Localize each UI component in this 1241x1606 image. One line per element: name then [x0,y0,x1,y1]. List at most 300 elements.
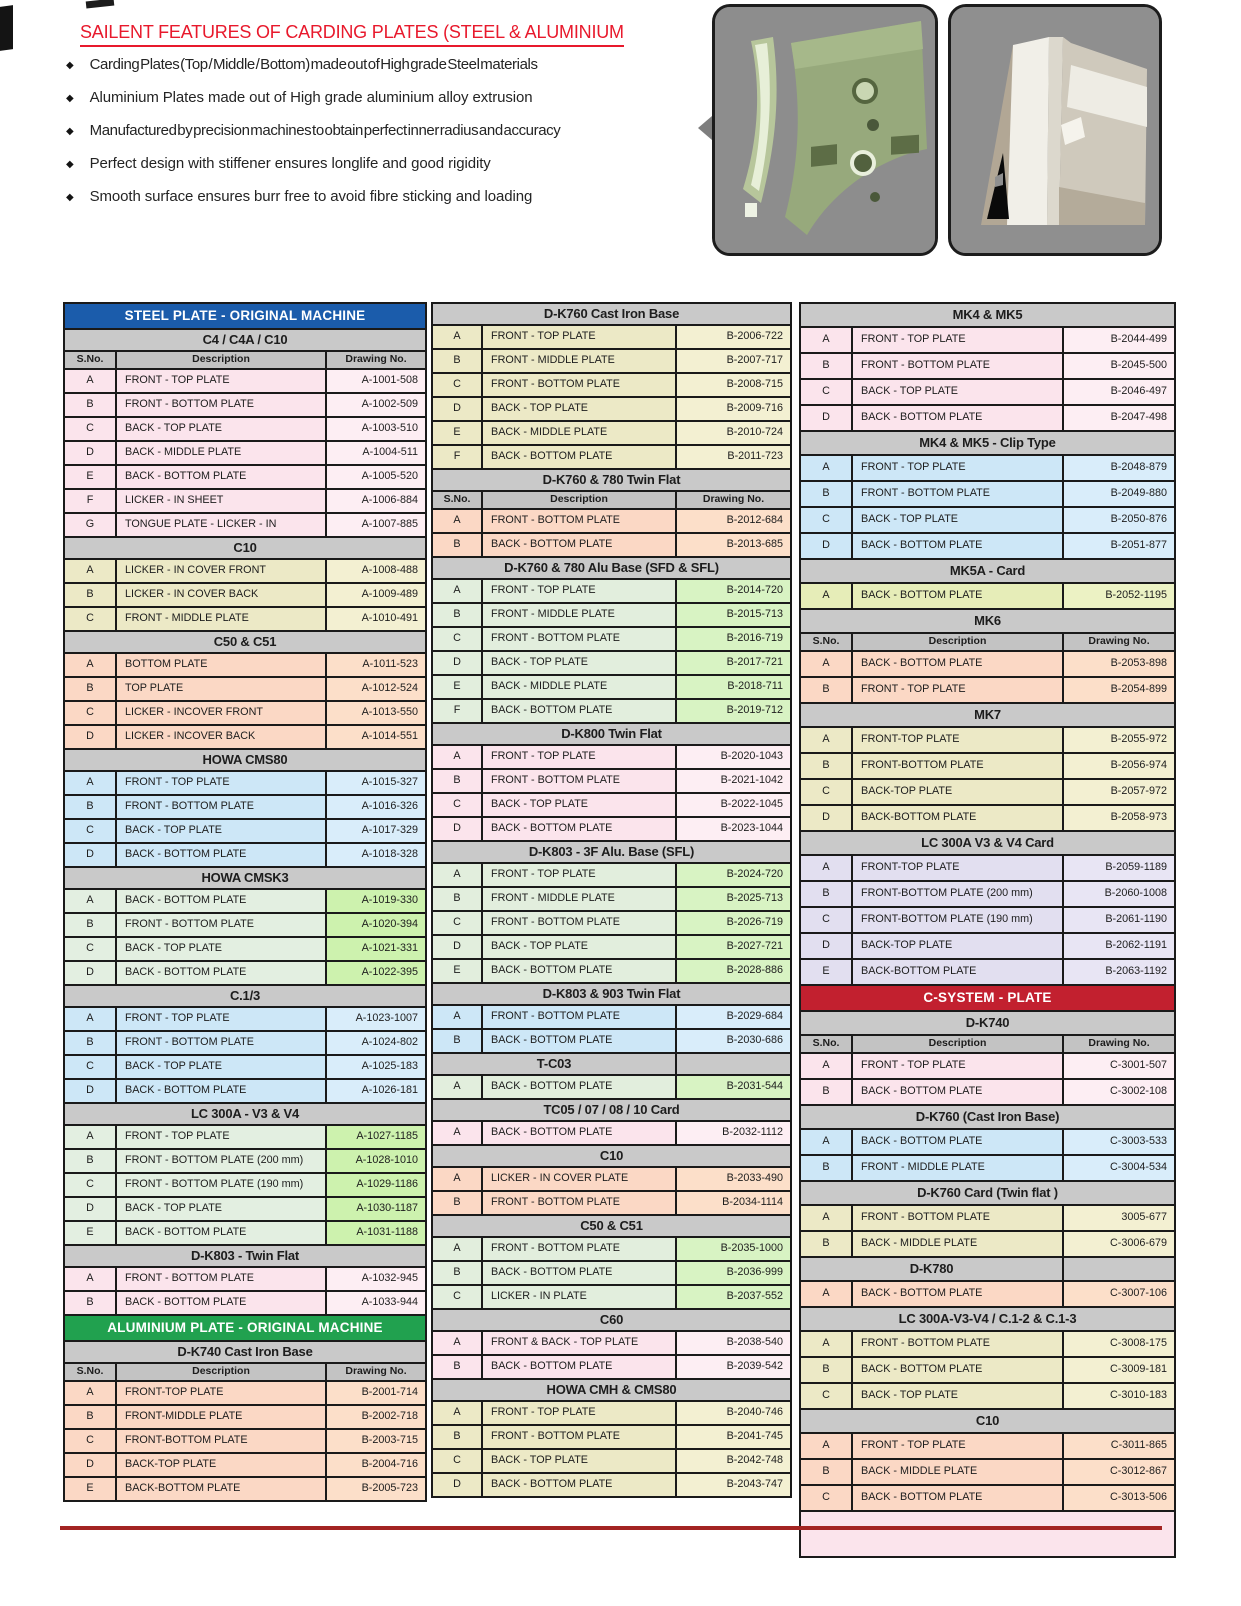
description-cell: FRONT-TOP PLATE [852,855,1063,881]
description-cell: BACK - BOTTOM PLATE [116,1079,326,1103]
drawing-no-cell: C-3004-534 [1063,1155,1175,1181]
table-row [432,699,791,723]
table-banner: ALUMINIUM PLATE - ORIGINAL MACHINE [64,1315,426,1341]
sno-cell: B [800,753,852,779]
sno-cell: C [432,911,482,935]
drawing-no-cell: B-2054-899 [1063,677,1175,703]
table-row [432,1005,791,1029]
table-row [432,863,791,887]
drawing-no-header-cell: Drawing No. [326,1363,426,1381]
sno-cell: D [432,935,482,959]
description-cell: FRONT - TOP PLATE [852,327,1063,353]
drawing-no-cell: B-2038-540 [676,1331,791,1355]
description-cell: BACK-BOTTOM PLATE [852,959,1063,985]
sno-cell: B [64,1149,116,1173]
section-header: D-K740 Cast Iron Base [64,1341,426,1363]
table-row [800,727,1175,753]
section-header-row [800,431,1175,455]
table-row [64,913,426,937]
drawing-no-cell: A-1029-1186 [326,1173,426,1197]
drawing-no-cell: B-2047-498 [1063,405,1175,431]
description-cell: BACK - TOP PLATE [482,397,676,421]
table-row [800,933,1175,959]
description-cell: FRONT - TOP PLATE [482,579,676,603]
sno-cell: E [800,959,852,985]
table-row [800,327,1175,353]
sno-header-cell: S.No. [800,633,852,651]
feature-bullet [58,56,708,73]
sno-cell: B [432,1261,482,1285]
description-cell: BACK - TOP PLATE [482,1449,676,1473]
sno-cell: B [432,349,482,373]
table-row [64,843,426,867]
table-row [64,1031,426,1055]
table-row [432,1425,791,1449]
table-row [432,887,791,911]
feature-bullet-text: Perfect design with stiffener ensures longlife and good rigidity [89,155,491,172]
feature-bullet [58,155,708,172]
table-row [64,961,426,985]
description-cell: FRONT - BOTTOM PLATE [482,911,676,935]
drawing-no-cell: A-1030-1187 [326,1197,426,1221]
description-cell: FRONT - BOTTOM PLATE [482,1425,676,1449]
section-header-row [64,631,426,653]
description-cell: FRONT - MIDDLE PLATE [482,603,676,627]
sno-cell: A [432,745,482,769]
section-header-row [64,1103,426,1125]
drawing-no-cell: B-2012-684 [676,509,791,533]
table-row [432,651,791,675]
section-header: HOWA CMS80 [64,749,426,771]
table-row [64,393,426,417]
drawing-no-cell: B-2015-713 [676,603,791,627]
drawing-no-cell: A-1002-509 [326,393,426,417]
section-header-row [64,329,426,351]
drawing-no-cell: B-2034-1114 [676,1191,791,1215]
table-row [64,513,426,537]
section-header-row [432,1309,791,1331]
table-row [800,881,1175,907]
sno-cell: D [800,933,852,959]
plates-table [799,302,1176,1558]
description-cell: BACK - TOP PLATE [482,651,676,675]
description-cell: BACK - TOP PLATE [116,417,326,441]
drawing-no-cell: A-1004-511 [326,441,426,465]
section-header: D-K803 & 903 Twin Flat [432,983,791,1005]
banner-row [64,1315,426,1341]
description-cell: FRONT - BOTTOM PLATE [116,795,326,819]
sno-cell: A [800,1129,852,1155]
section-header: D-K740 [800,1011,1175,1035]
table-row [64,559,426,583]
drawing-no-cell: B-2013-685 [676,533,791,557]
sno-cell: C [800,507,852,533]
description-cell: BACK - TOP PLATE [852,1383,1063,1409]
sno-cell: C [800,1485,852,1511]
description-cell: BACK - BOTTOM PLATE [482,1075,676,1099]
sno-header-cell: S.No. [64,1363,116,1381]
table-row [800,455,1175,481]
sno-cell: A [64,1381,116,1405]
sno-cell: D [432,817,482,841]
description-header-cell: Description [852,633,1063,651]
sno-cell: A [432,863,482,887]
description-cell: BACK - BOTTOM PLATE [482,1029,676,1053]
table-row [64,1055,426,1079]
table-row [64,1221,426,1245]
sno-cell: F [432,699,482,723]
drawing-no-cell: B-2060-1008 [1063,881,1175,907]
sno-cell: B [800,1155,852,1181]
sno-cell: A [432,1167,482,1191]
sno-cell: C [64,417,116,441]
description-cell: FRONT - MIDDLE PLATE [116,607,326,631]
description-cell: LICKER - IN PLATE [482,1285,676,1309]
description-cell: BOTTOM PLATE [116,653,326,677]
drawing-no-cell: B-2039-542 [676,1355,791,1379]
description-cell: BACK-TOP PLATE [116,1453,326,1477]
section-header: MK4 & MK5 - Clip Type [800,431,1175,455]
drawing-no-cell: A-1008-488 [326,559,426,583]
sno-cell: B [800,353,852,379]
diamond-icon: ◆ [66,192,74,203]
sno-cell: C [800,779,852,805]
sno-cell: C [800,907,852,933]
sno-cell: C [64,1173,116,1197]
section-header-row [64,749,426,771]
drawing-no-cell: B-2036-999 [676,1261,791,1285]
drawing-no-cell: A-1010-491 [326,607,426,631]
table-row [432,817,791,841]
sno-cell: B [800,1079,852,1105]
drawing-no-cell: B-2008-715 [676,373,791,397]
drawing-no-cell: B-2019-712 [676,699,791,723]
description-cell: FRONT - BOTTOM PLATE [482,509,676,533]
sno-cell: F [432,445,482,469]
sno-cell: E [64,1477,116,1501]
column-header-row [432,491,791,509]
section-header-row [432,983,791,1005]
sno-cell: E [64,465,116,489]
drawing-no-cell: B-2035-1000 [676,1237,791,1261]
drawing-no-cell: B-2003-715 [326,1429,426,1453]
table-row [64,1291,426,1315]
sno-cell: A [800,1433,852,1459]
sno-cell: D [64,961,116,985]
bottom-rule [60,1526,1162,1530]
description-cell: FRONT - BOTTOM PLATE [116,913,326,937]
drawing-no-cell: B-2050-876 [1063,507,1175,533]
description-cell: FRONT - BOTTOM PLATE [482,373,676,397]
drawing-no-cell: C-3008-175 [1063,1331,1175,1357]
table-row [64,465,426,489]
sno-cell: B [432,887,482,911]
drawing-no-header-cell: Drawing No. [1063,633,1175,651]
drawing-no-cell: B-2022-1045 [676,793,791,817]
description-cell: FRONT - BOTTOM PLATE [482,769,676,793]
description-cell: FRONT - TOP PLATE [852,1053,1063,1079]
table-row [800,1485,1175,1511]
feature-bullet [58,188,708,205]
table-row [64,1429,426,1453]
section-header-row [800,1307,1175,1331]
description-cell: BACK - BOTTOM PLATE [482,959,676,983]
scan-artifact [0,5,13,51]
drawing-no-cell: B-2043-747 [676,1473,791,1497]
diamond-icon: ◆ [66,93,74,104]
drawing-no-cell: B-2002-718 [326,1405,426,1429]
drawing-no-cell: A-1024-802 [326,1031,426,1055]
banner-row [64,303,426,329]
section-header: MK6 [800,609,1175,633]
table-row [64,1405,426,1429]
sno-cell: B [432,1191,482,1215]
description-cell: BACK - BOTTOM PLATE [116,1291,326,1315]
table-row [64,677,426,701]
table-row [800,907,1175,933]
section-header-row [800,1409,1175,1433]
drawing-no-cell: C-3013-506 [1063,1485,1175,1511]
section-header: D-K760 Card (Twin flat ) [800,1181,1175,1205]
sno-cell: A [800,1053,852,1079]
table-row [800,1053,1175,1079]
feature-bullet-text: Manufactured by precision machines to obtain perfect inner radius and accuracy [89,122,561,139]
section-header: HOWA CMSK3 [64,867,426,889]
banner-row [800,985,1175,1011]
sno-cell: D [432,651,482,675]
sno-cell: C [64,701,116,725]
section-header: LC 300A V3 & V4 Card [800,831,1175,855]
description-cell: FRONT - MIDDLE PLATE [852,1155,1063,1181]
section-header: D-K800 Twin Flat [432,723,791,745]
sno-cell: A [64,771,116,795]
section-header-row [800,1257,1175,1281]
drawing-no-cell: B-2024-720 [676,863,791,887]
section-header-row [800,1181,1175,1205]
table-row [432,959,791,983]
sno-cell: A [64,1267,116,1291]
description-header-cell: Description [482,491,676,509]
drawing-no-cell: B-2004-716 [326,1453,426,1477]
table-row [64,441,426,465]
drawing-no-cell: B-2055-972 [1063,727,1175,753]
table-row [64,1079,426,1103]
sno-cell: C [64,819,116,843]
sno-cell: A [800,651,852,677]
description-cell: LICKER - IN COVER FRONT [116,559,326,583]
drawing-no-cell: A-1019-330 [326,889,426,913]
description-cell: FRONT - BOTTOM PLATE (200 mm) [116,1149,326,1173]
sno-cell: G [64,513,116,537]
sno-cell: E [64,1221,116,1245]
description-cell: BACK - BOTTOM PLATE [116,961,326,985]
description-cell: TONGUE PLATE - LICKER - IN [116,513,326,537]
sno-cell: C [432,1449,482,1473]
drawing-no-cell: B-2059-1189 [1063,855,1175,881]
table-row [432,445,791,469]
drawing-no-cell: B-2061-1190 [1063,907,1175,933]
sno-cell: B [64,795,116,819]
description-cell: BACK - BOTTOM PLATE [852,533,1063,559]
drawing-no-cell: B-2009-716 [676,397,791,421]
description-cell: FRONT-TOP PLATE [116,1381,326,1405]
section-header-row [64,985,426,1007]
sno-cell: C [64,1429,116,1453]
description-cell: BACK - BOTTOM PLATE [852,1079,1063,1105]
description-cell: FRONT - BOTTOM PLATE [852,481,1063,507]
table-row [432,349,791,373]
sno-cell: C [800,1383,852,1409]
drawing-no-cell: B-2048-879 [1063,455,1175,481]
sno-cell: A [432,325,482,349]
section-header-row [64,867,426,889]
section-header-row [64,1245,426,1267]
table-row [64,417,426,441]
sno-cell: D [800,405,852,431]
sno-cell: A [800,1331,852,1357]
sno-header-cell: S.No. [64,351,116,369]
description-cell: FRONT - BOTTOM PLATE [852,1331,1063,1357]
section-header: D-K760 (Cast Iron Base) [800,1105,1175,1129]
sno-cell: D [64,1197,116,1221]
drawing-no-cell: B-2051-877 [1063,533,1175,559]
drawing-no-cell: B-2030-686 [676,1029,791,1053]
diamond-icon: ◆ [66,159,74,170]
section-header-row [432,303,791,325]
section-header-row [800,831,1175,855]
drawing-no-cell: A-1003-510 [326,417,426,441]
description-cell: BACK - TOP PLATE [852,507,1063,533]
description-cell: FRONT - MIDDLE PLATE [482,887,676,911]
sno-cell: C [432,373,482,397]
table-row [800,1281,1175,1307]
table-row [800,1129,1175,1155]
drawing-no-cell: B-2049-880 [1063,481,1175,507]
table-row [432,1121,791,1145]
sno-cell: A [64,1007,116,1031]
description-cell: BACK - BOTTOM PLATE [482,1261,676,1285]
section-header-row [64,537,426,559]
table-row [800,753,1175,779]
drawing-no-cell: B-2001-714 [326,1381,426,1405]
description-cell: FRONT - BOTTOM PLATE [482,627,676,651]
table-row [432,603,791,627]
sno-cell: D [64,1453,116,1477]
middle-plate-column [431,302,790,1498]
description-cell: FRONT-BOTTOM PLATE [852,753,1063,779]
section-header: D-K803 - Twin Flat [64,1245,426,1267]
sno-cell: A [432,509,482,533]
drawing-no-cell: A-1015-327 [326,771,426,795]
column-header-row [64,1363,426,1381]
drawing-no-cell: C-3001-507 [1063,1053,1175,1079]
description-cell: BACK - MIDDLE PLATE [852,1231,1063,1257]
sno-header-cell: S.No. [800,1035,852,1053]
table-row [432,397,791,421]
drawing-no-cell: A-1013-550 [326,701,426,725]
diamond-icon: ◆ [66,126,74,137]
table-row [64,1173,426,1197]
drawing-no-cell: C-3010-183 [1063,1383,1175,1409]
section-header-row [432,557,791,579]
section-header: C10 [64,537,426,559]
description-cell: FRONT-BOTTOM PLATE [116,1429,326,1453]
description-cell: BACK - BOTTOM PLATE [482,445,676,469]
sno-header-cell: S.No. [432,491,482,509]
section-header-row [800,609,1175,633]
section-header-row [432,469,791,491]
description-cell: FRONT - TOP PLATE [116,1125,326,1149]
sno-cell: B [64,1031,116,1055]
sno-cell: C [432,1285,482,1309]
table-row [800,779,1175,805]
drawing-no-cell: A-1027-1185 [326,1125,426,1149]
sno-cell: A [432,1401,482,1425]
sno-cell: B [64,677,116,701]
drawing-no-cell: B-2042-748 [676,1449,791,1473]
description-header-cell: Description [852,1035,1063,1053]
table-row [64,369,426,393]
drawing-no-cell: B-2037-552 [676,1285,791,1309]
description-cell: BACK - BOTTOM PLATE [116,843,326,867]
sno-cell: A [800,727,852,753]
description-cell: FRONT - BOTTOM PLATE [116,1267,326,1291]
description-cell: FRONT - TOP PLATE [116,771,326,795]
drawing-no-cell: C-3006-679 [1063,1231,1175,1257]
table-row [432,325,791,349]
description-cell: BACK - BOTTOM PLATE [116,889,326,913]
sno-cell: E [432,675,482,699]
drawing-no-cell: B-2031-544 [676,1075,791,1099]
drawing-no-cell: B-2033-490 [676,1167,791,1191]
description-cell: BACK - BOTTOM PLATE [852,651,1063,677]
description-cell: BACK - MIDDLE PLATE [482,675,676,699]
description-cell: BACK - MIDDLE PLATE [852,1459,1063,1485]
table-row [800,1433,1175,1459]
table-row [432,745,791,769]
table-row [800,1231,1175,1257]
description-cell: FRONT - BOTTOM PLATE [852,353,1063,379]
table-row [800,1459,1175,1485]
table-row [432,1401,791,1425]
sno-cell: A [432,1075,482,1099]
drawing-no-cell: C-3009-181 [1063,1357,1175,1383]
description-header-cell: Description [116,351,326,369]
sno-cell: C [64,937,116,961]
section-header: MK7 [800,703,1175,727]
table-row [64,889,426,913]
drawing-no-cell: A-1032-945 [326,1267,426,1291]
feature-bullet-text: Carding Plates (Top / Middle / Bottom) made out of High grade Steel materials [89,56,538,73]
section-header-blank [676,1053,791,1075]
sno-cell: F [64,489,116,513]
drawing-no-cell: B-2045-500 [1063,353,1175,379]
aluminium-profile-illustration [951,7,1159,253]
table-row [800,651,1175,677]
table-row [64,583,426,607]
table-row [432,793,791,817]
drawing-no-cell: C-3002-108 [1063,1079,1175,1105]
table-row [432,1191,791,1215]
section-header-row [432,1099,791,1121]
table-row [800,1079,1175,1105]
description-cell: FRONT - BOTTOM PLATE [116,1031,326,1055]
drawing-no-cell: B-2028-886 [676,959,791,983]
drawing-no-cell: A-1022-395 [326,961,426,985]
table-row [432,579,791,603]
section-header: T-C03 [432,1053,676,1075]
description-cell: BACK - TOP PLATE [116,819,326,843]
